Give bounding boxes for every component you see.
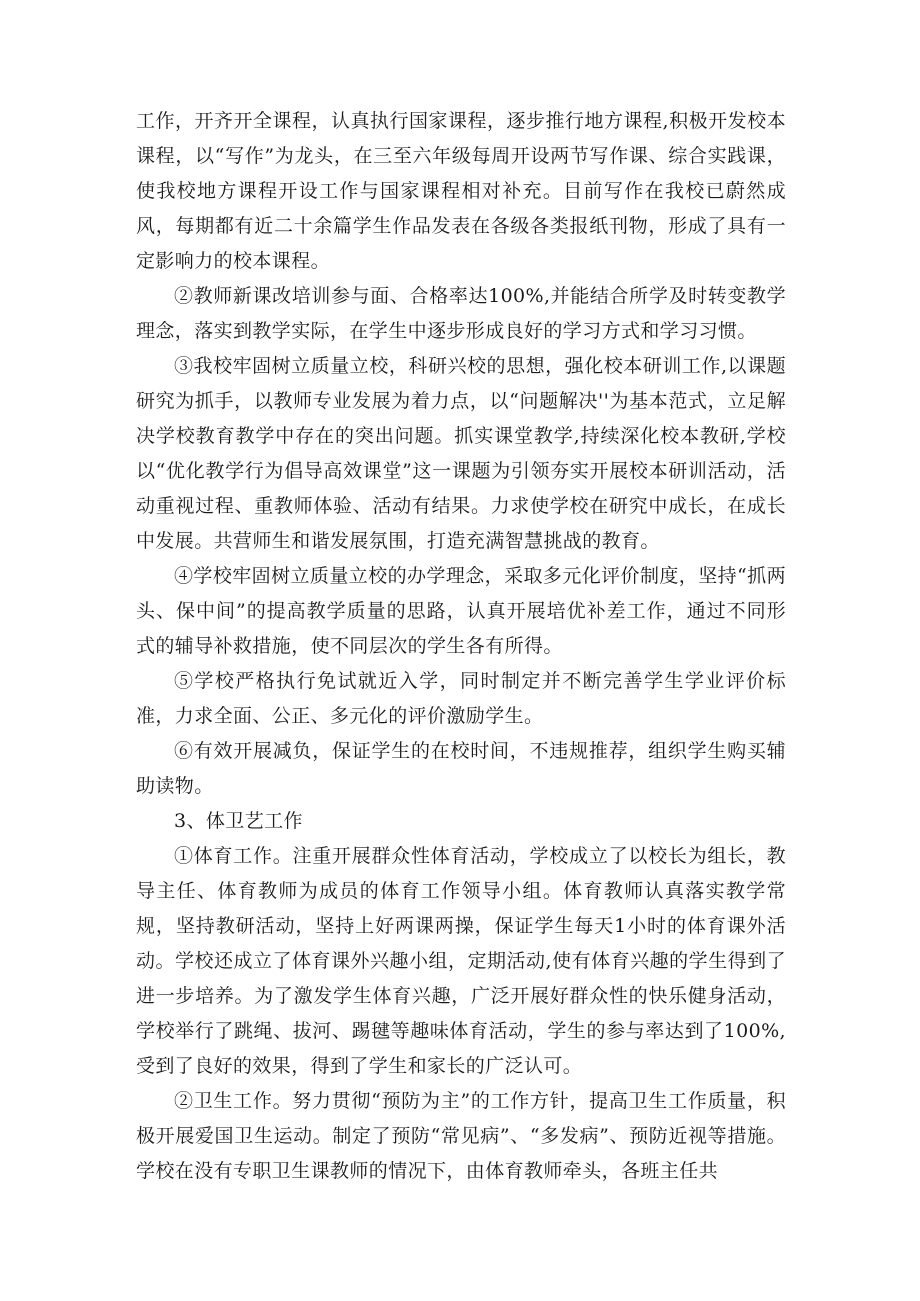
paragraph-sports-work: ①体育工作。注重开展群众性体育活动，学校成立了以校长为组长，教导主任、体育教师为成员的体育工作领导小组。体育教师认真落实教学常规，坚持教研活动，坚持上好两课两操，保证学生每天1小时的体育课外活动。学校还成立了体育课外兴趣小组，定期活动,使有体育兴趣的学生得到了进一步培养。为了激发学生体育兴趣，广泛开展好群众性的快乐健身活动，学校举行了跳绳、拔河、踢毽等趣味体育活动，学生的参与率达到了100%,受到了良好的效果，得到了学生和家长的广泛认可。 [136, 845, 786, 1077]
paragraph-enrollment: ⑤学校严格执行免试就近入学，同时制定并不断完善学生学业评价标准，力求全面、公正、多元化的评价激励学生。 [136, 670, 786, 727]
paragraph-quality-evaluation: ④学校牢固树立质量立校的办学理念，采取多元化评价制度，坚持“抓两头、保中间”的提高教学质量的思路，认真开展培优补差工作，通过不同形式的辅导补救措施，使不同层次的学生各有所得。 [136, 565, 786, 657]
paragraph-burden-reduction: ⑥有效开展减负，保证学生的在校时间，不违规推荐，组织学生购买辅助读物。 [136, 740, 786, 797]
paragraph-continued-curriculum: 工作，开齐开全课程，认真执行国家课程，逐步推行地方课程,积极开发校本课程，以“写作”为龙头，在三至六年级每周开设两节写作课、综合实践课，使我校地方课程开设工作与国家课程相对补充。目前写作在我校已蔚然成风，每期都有近二十余篇学生作品发表在各级各类报纸刊物，形成了具有一定影响力的校本课程。 [136, 110, 786, 272]
paragraph-teacher-training: ②教师新课改培训参与面、合格率达100%,并能结合所学及时转变教学理念，落实到教学实际，在学生中逐步形成良好的学习方式和学习习惯。 [136, 285, 786, 342]
section-heading-sports-health-arts: 3、体卫艺工作 [174, 810, 303, 832]
paragraph-health-work: ②卫生工作。努力贯彻“预防为主”的工作方针，提高卫生工作质量，积极开展爱国卫生运动。制定了预防“常见病”、“多发病”、预防近视等措施。学校在没有专职卫生课教师的情况下，由体育教师牵头，各班主任共 [136, 1090, 786, 1182]
paragraph-research-school: ③我校牢固树立质量立校，科研兴校的思想，强化校本研训工作,以课题研究为抓手，以教师专业发展为着力点，以“问题解决''为基本范式，立足解决学校教育教学中存在的突出问题。抓实课堂教学,持续深化校本教研,学校以“优化教学行为倡导高效课堂”这一课题为引领夯实开展校本研训活动，活动重视过程、重教师体验、活动有结果。力求使学校在研究中成长，在成长中发展。共营师生和谐发展氛围，打造充满智慧挑战的教育。 [136, 355, 786, 552]
document-body [136, 104, 786, 1189]
